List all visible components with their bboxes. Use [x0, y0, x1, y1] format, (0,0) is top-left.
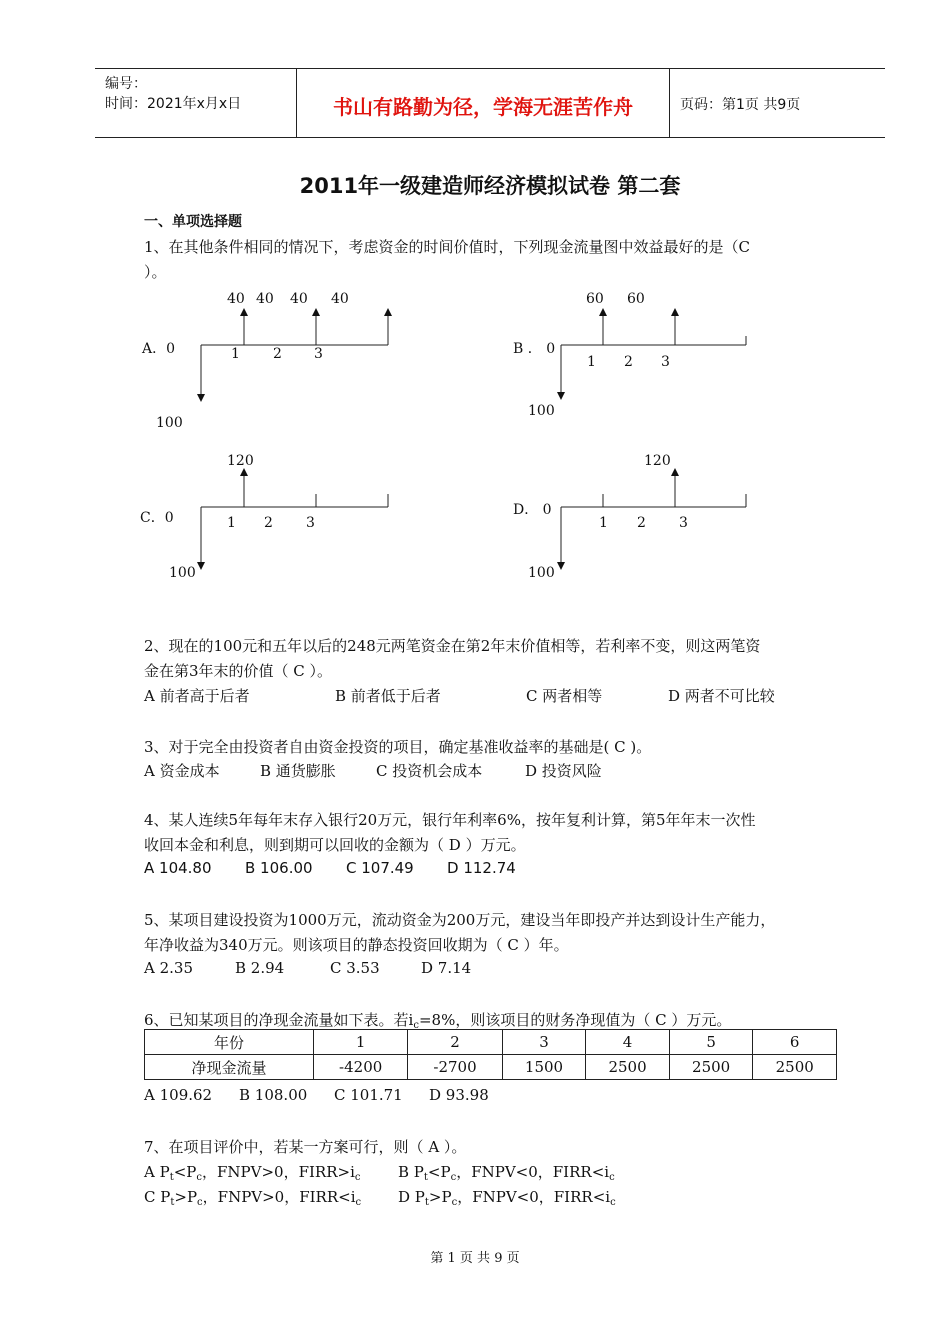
q3-option-d: D 投资风险: [525, 762, 602, 780]
q5-option-d: D 7.14: [421, 959, 472, 977]
diagram-a-inflow-value: 40: [290, 291, 308, 307]
q2-option-a: A 前者高于后者: [144, 687, 250, 705]
q3-option-a: A 资金成本: [144, 762, 220, 780]
table-cell: 2500: [669, 1055, 753, 1080]
q5-option-a: A 2.35: [144, 959, 193, 977]
q5-option-b: B 2.94: [235, 959, 285, 977]
diagram-a-inflow-value: 40: [331, 291, 349, 307]
q6-option-c: C 101.71: [334, 1086, 403, 1104]
motto: 书山有路勤为径，学海无涯苦作舟: [333, 95, 633, 119]
q5-text-line1: 5、某项目建设投资为1000万元，流动资金为200万元，建设当年即投产并达到设计生产能力，: [144, 911, 776, 929]
diagram-a-inflow-value: 40: [227, 291, 245, 307]
diagram-c-period: 3: [306, 515, 315, 531]
table-cell: 6: [753, 1030, 837, 1055]
diagram-b-label: B ． 0: [513, 341, 556, 357]
table-cell: 2500: [586, 1055, 670, 1080]
q6-option-b: B 108.00: [239, 1086, 308, 1104]
diagram-b-period: 1: [587, 354, 596, 370]
diagram-d-inflow-value: 120: [644, 453, 671, 469]
diagram-c-outflow-value: 100: [169, 565, 196, 581]
table-cell: 3: [502, 1030, 586, 1055]
q2-text-line2: 金在第3年末的价值（ C ）。: [144, 662, 333, 680]
q4-text-line1: 4、某人连续5年每年末存入银行20万元，银行年利率6%，按年复利计算，第5年年末一次性: [144, 811, 756, 829]
diagram-a-period: 2: [273, 346, 282, 362]
diagram-c-inflow-value: 120: [227, 453, 254, 469]
doc-code: 编号：: [105, 76, 147, 92]
doc-time: 时间：2021年x月x日: [105, 96, 242, 112]
section-heading: 一、单项选择题: [144, 214, 242, 230]
cash-flow-table: [144, 1029, 837, 1080]
diagram-d-outflow-value: 100: [528, 565, 555, 581]
q2-text-line1: 2、现在的100元和五年以后的248元两笔资金在第2年末价值相等，若利率不变，则这两笔资: [144, 637, 761, 655]
diagram-b-period: 3: [661, 354, 670, 370]
q7-option-c: C $P_t>P_c$，FNPV>0，$FIRR<i_c$: [144, 1188, 362, 1208]
table-cell: 4: [586, 1030, 670, 1055]
q6-option-d: D 93.98: [429, 1086, 489, 1104]
q7-option-a: A $P_t<P_c$，FNPV>0，$FIRR>i_c$: [144, 1163, 361, 1183]
table-cell: -2700: [408, 1055, 502, 1080]
diagram-b-inflow-value: 60: [627, 291, 645, 307]
diagram-d-label: D． 0: [513, 502, 552, 518]
q7-option-b: B $P_t<P_c$，FNPV<0，$FIRR<i_c$: [398, 1163, 615, 1183]
diagram-a-inflow-value: 40: [256, 291, 274, 307]
diagram-b-period: 2: [624, 354, 633, 370]
cash-flow-diagrams: [0, 0, 950, 620]
diagram-d-period: 1: [599, 515, 608, 531]
table-row: [145, 1055, 837, 1080]
diagram-a-outflow-value: 100: [156, 415, 183, 431]
q1-text-line2: ）。: [144, 263, 167, 281]
q4-option-c: C 107.49: [346, 859, 414, 877]
q6-text-line1: 6、已知某项目的净现金流量如下表。若$i_c=8\%$，则该项目的财务净现值为（ C ）万元。: [144, 1011, 732, 1031]
table-cell: 2: [408, 1030, 502, 1055]
table-cell: 5: [669, 1030, 753, 1055]
q2-option-c: C 两者相等: [526, 687, 603, 705]
table-cell: 年份: [145, 1030, 314, 1055]
q7-text-line1: 7、在项目评价中，若某一方案可行，则（ A ）。: [144, 1138, 467, 1156]
diagram-b: [513, 291, 746, 419]
q4-text-line2: 收回本金和利息，则到期可以回收的金额为（ D ）万元。: [144, 836, 526, 854]
table-header-row: [145, 1030, 837, 1055]
header-page-number: 页码：第1页 共9页: [680, 97, 801, 113]
q1-text-line1: 1、在其他条件相同的情况下，考虑资金的时间价值时，下列现金流量图中效益最好的是（C: [144, 238, 751, 256]
table-cell: -4200: [314, 1055, 408, 1080]
q4-option-b: B 106.00: [245, 859, 313, 877]
q5-text-line2: 年净收益为340万元。则该项目的静态投资回收期为（ C ）年。: [144, 936, 569, 954]
q6-option-a: A 109.62: [144, 1086, 213, 1104]
q4-option-a: A 104.80: [144, 859, 212, 877]
page-title: 2011年一级建造师经济模拟试卷 第二套: [299, 174, 681, 198]
q7-option-d: D $P_t>P_c$，FNPV<0，$FIRR<i_c$: [398, 1188, 616, 1208]
table-cell: 1500: [502, 1055, 586, 1080]
table-cell: 1: [314, 1030, 408, 1055]
diagram-a-period: 3: [314, 346, 323, 362]
page-footer: 第 1 页 共 9 页: [430, 1251, 520, 1266]
q3-option-c: C 投资机会成本: [376, 762, 483, 780]
q3-text-line1: 3、对于完全由投资者自由资金投资的项目，确定基准收益率的基础是( C )。: [144, 738, 652, 756]
diagram-d-period: 3: [679, 515, 688, 531]
diagram-a-period: 1: [231, 346, 240, 362]
diagram-c-label: C．0: [140, 510, 174, 526]
diagram-c-period: 1: [227, 515, 236, 531]
diagram-a: [141, 291, 388, 431]
q3-option-b: B 通货膨胀: [260, 762, 336, 780]
diagram-c-period: 2: [264, 515, 273, 531]
diagram-b-outflow-value: 100: [528, 403, 555, 419]
diagram-a-label: A．0: [142, 341, 176, 357]
diagram-d-period: 2: [637, 515, 646, 531]
q2-option-d: D 两者不可比较: [668, 687, 775, 705]
q4-option-d: D 112.74: [447, 859, 516, 877]
diagram-d: [513, 453, 746, 581]
q2-option-b: B 前者低于后者: [335, 687, 441, 705]
table-cell: 净现金流量: [145, 1055, 314, 1080]
diagram-c: [140, 453, 388, 581]
table-cell: 2500: [753, 1055, 837, 1080]
diagram-b-inflow-value: 60: [586, 291, 604, 307]
q5-option-c: C 3.53: [330, 959, 380, 977]
